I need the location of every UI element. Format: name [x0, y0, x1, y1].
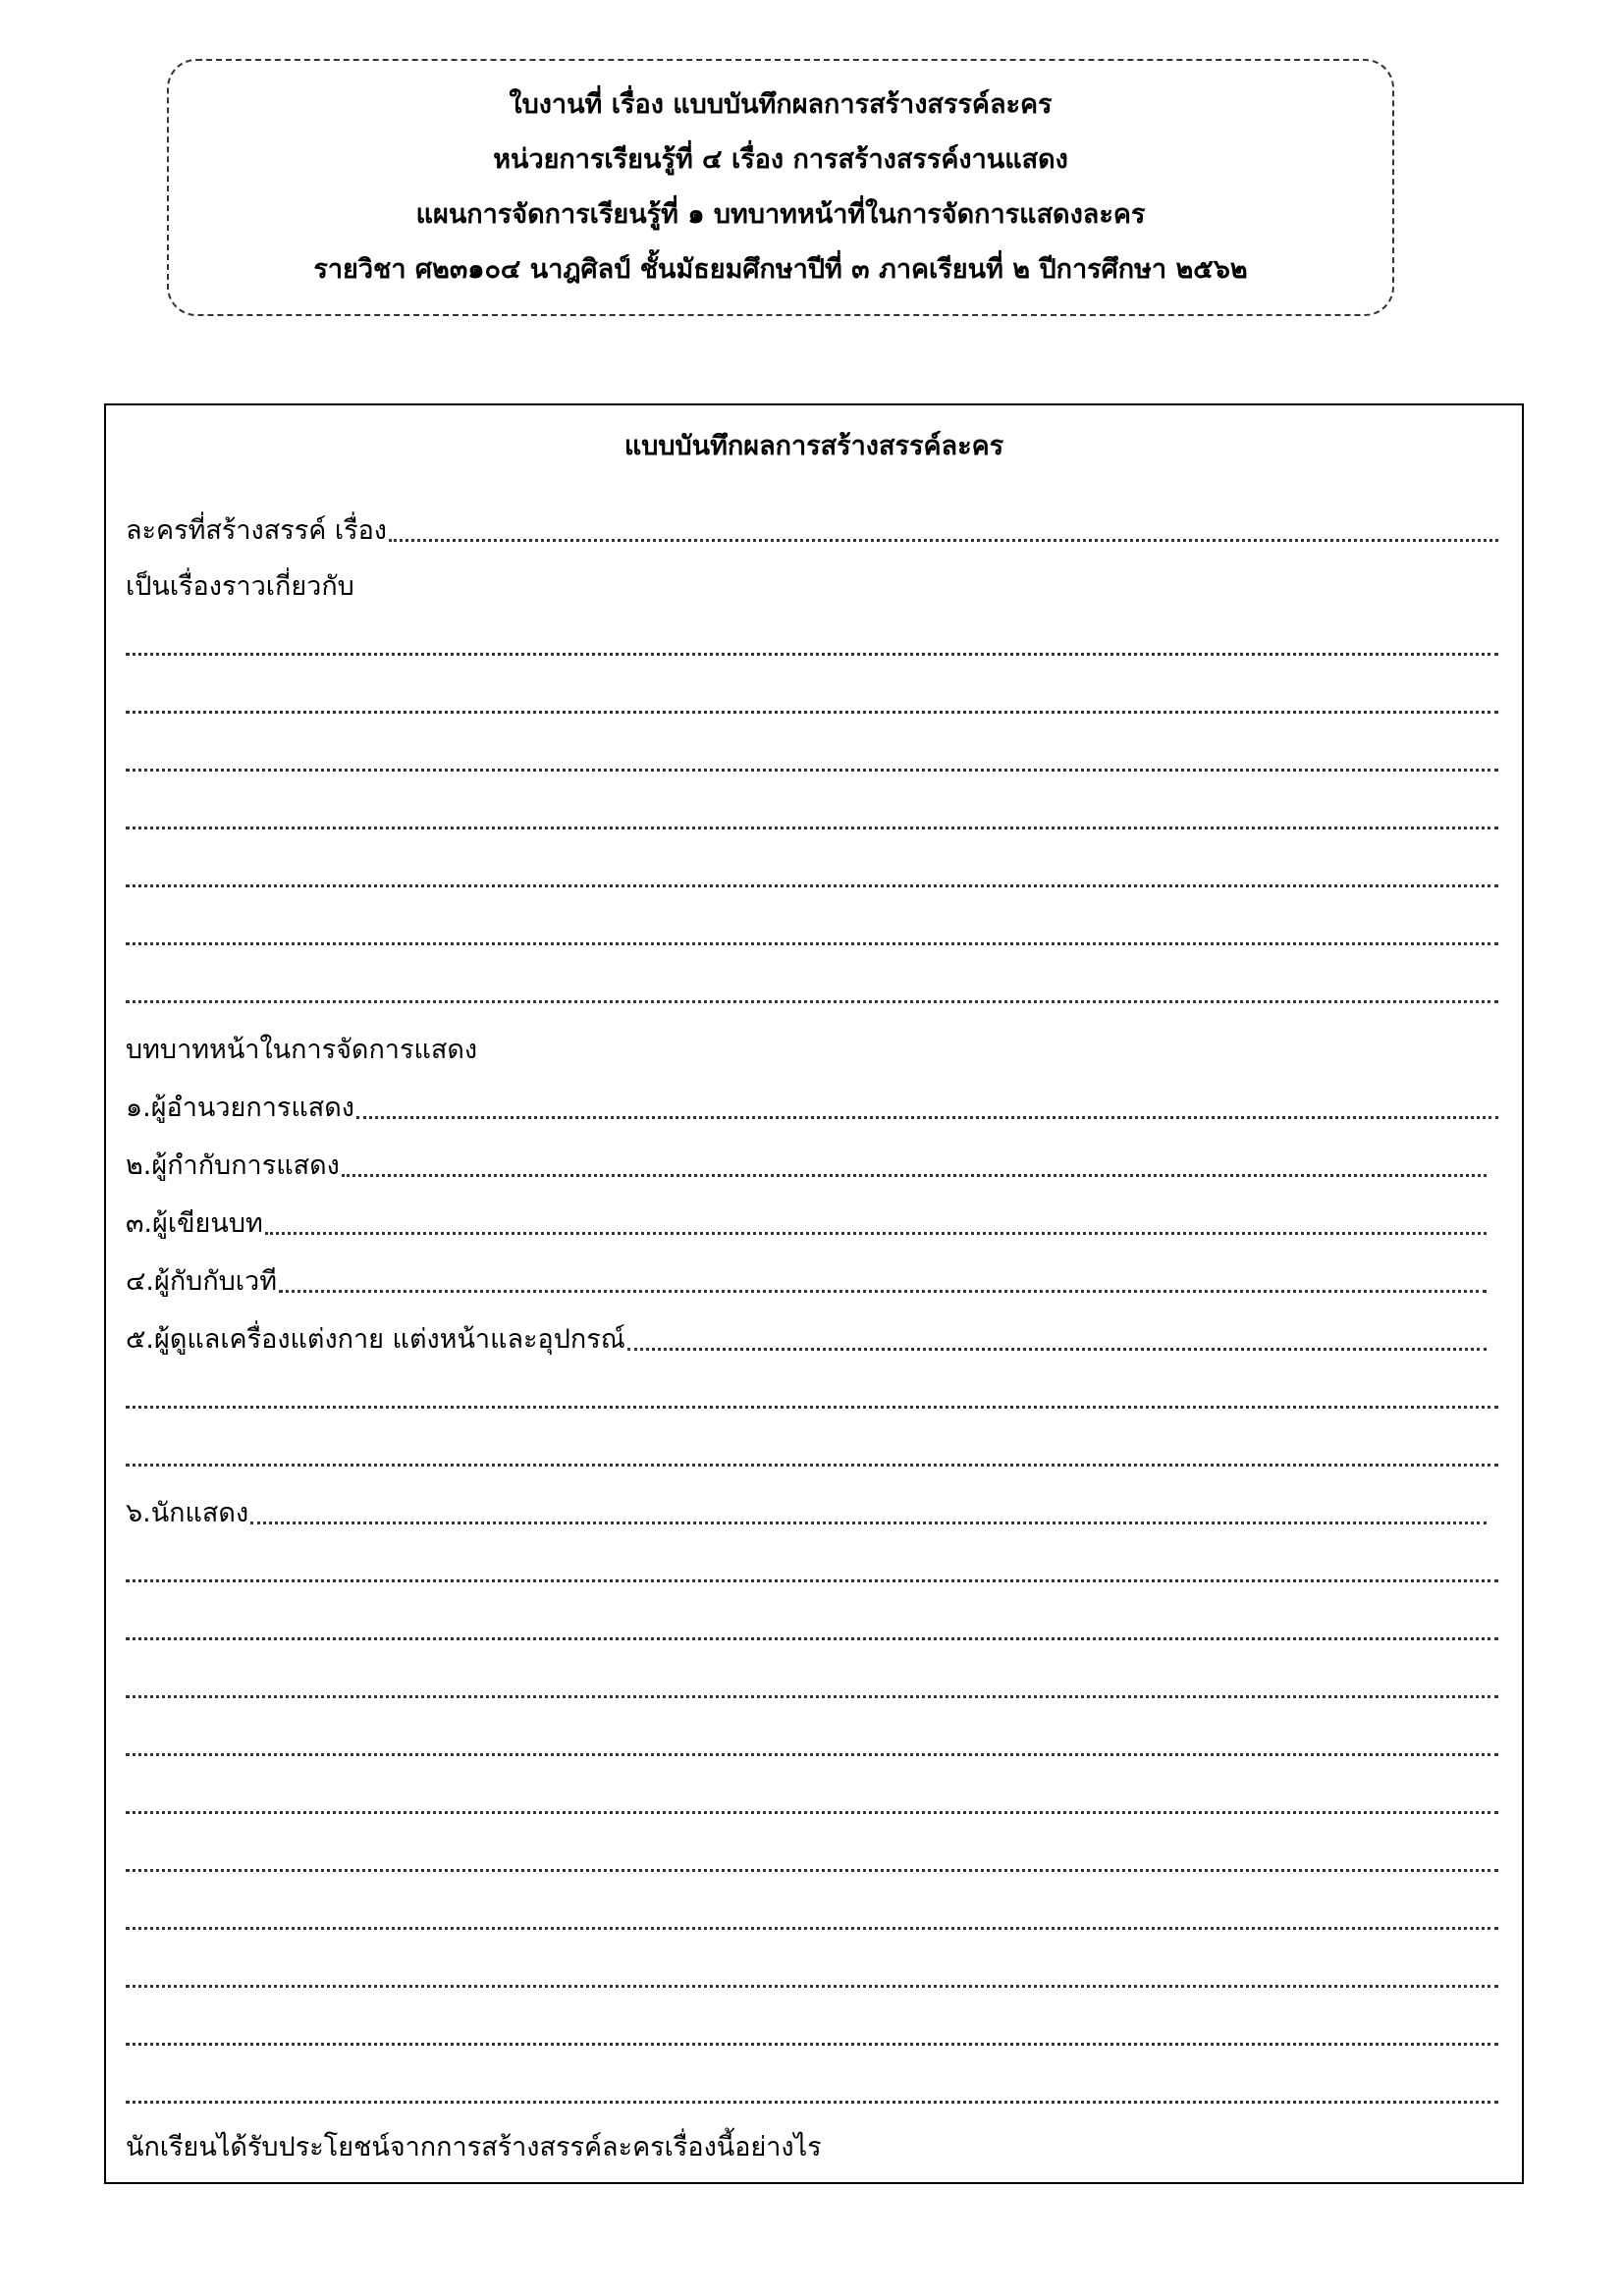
role-row-stage-manager [126, 1258, 1487, 1302]
about-line[interactable] [126, 737, 1498, 780]
actors-line[interactable] [126, 1722, 1498, 1765]
role6-input-line[interactable] [250, 1522, 1487, 1524]
form-title: แบบบันทึกผลการสร้างสรรค์ละคร [623, 431, 1004, 461]
role4-label: ๔.ผู้กับกับเวที [126, 1266, 277, 1297]
role5-extra-line[interactable] [126, 1374, 1498, 1417]
actors-line[interactable] [126, 1838, 1498, 1881]
actors-line[interactable] [126, 1606, 1498, 1649]
actors-line[interactable] [126, 1953, 1498, 1997]
roles-heading-row [126, 1027, 1498, 1070]
role5-label: ๕.ผู้ดูแลเครื่องแต่งกาย แต่งหน้าและอุปกรณ์ [126, 1324, 625, 1355]
roles-heading: บทบาทหน้าในการจัดการแสดง [126, 1035, 478, 1065]
role-row-actors [126, 1490, 1487, 1533]
about-line[interactable] [126, 795, 1498, 838]
actors-line[interactable] [126, 2069, 1498, 2112]
about-row [126, 563, 1498, 607]
role2-input-line[interactable] [342, 1174, 1487, 1177]
play-title-row [126, 507, 1498, 551]
about-line[interactable] [126, 621, 1498, 665]
role3-label: ๓.ผู้เขียนบท [126, 1208, 263, 1239]
role6-label: ๖.นักแสดง [126, 1498, 249, 1528]
about-label: เป็นเรื่องราวเกี่ยวกับ [126, 571, 354, 602]
actors-line[interactable] [126, 1780, 1498, 1823]
worksheet-title: ใบงานที่ เรื่อง แบบบันทึกผลการสร้างสรรค์ละคร [509, 89, 1053, 120]
actors-line[interactable] [126, 2011, 1498, 2055]
role-row-director [126, 1085, 1498, 1128]
actors-line[interactable] [126, 1896, 1498, 1939]
role5-input-line[interactable] [627, 1348, 1487, 1351]
role2-label: ๒.ผู้กำกับการแสดง [126, 1150, 340, 1181]
play-title-label: ละครที่สร้างสรรค์ เรื่อง [126, 515, 387, 546]
role4-input-line[interactable] [279, 1290, 1487, 1293]
play-title-input-line[interactable] [389, 539, 1498, 542]
role-row-stage-director [126, 1143, 1487, 1186]
about-line[interactable] [126, 679, 1498, 722]
benefit-label: นักเรียนได้รับประโยชน์จากการสร้างสรรค์ละครเรื่องนี้อย่างไร [126, 2132, 822, 2163]
about-line[interactable] [126, 969, 1498, 1012]
role1-input-line[interactable] [356, 1116, 1498, 1119]
about-line[interactable] [126, 911, 1498, 954]
role-row-writer [126, 1201, 1487, 1244]
course-info: รายวิชา ศ๒๓๑๐๔ นาฎศิลป์ ชั้นมัธยมศึกษาปีที่ ๓ ภาคเรียนที่ ๒ ปีการศึกษา ๒๕๖๒ [313, 254, 1248, 285]
actors-line[interactable] [126, 1548, 1498, 1591]
learning-unit: หน่วยการเรียนรู้ที่ ๔ เรื่อง การสร้างสรรค์งานแสดง [493, 144, 1068, 175]
worksheet-header [167, 59, 1394, 316]
about-line[interactable] [126, 853, 1498, 896]
benefit-row [126, 2124, 1498, 2167]
role3-input-line[interactable] [265, 1232, 1487, 1235]
lesson-plan: แผนการจัดการเรียนรู้ที่ ๑ บทบาทหน้าที่ในการจัดการแสดงละคร [415, 199, 1146, 230]
role-row-costume-makeup [126, 1316, 1487, 1360]
role5-extra-line[interactable] [126, 1432, 1498, 1475]
actors-line[interactable] [126, 1664, 1498, 1707]
record-form [104, 403, 1524, 2184]
role1-label: ๑.ผู้อำนวยการแสดง [126, 1093, 354, 1123]
